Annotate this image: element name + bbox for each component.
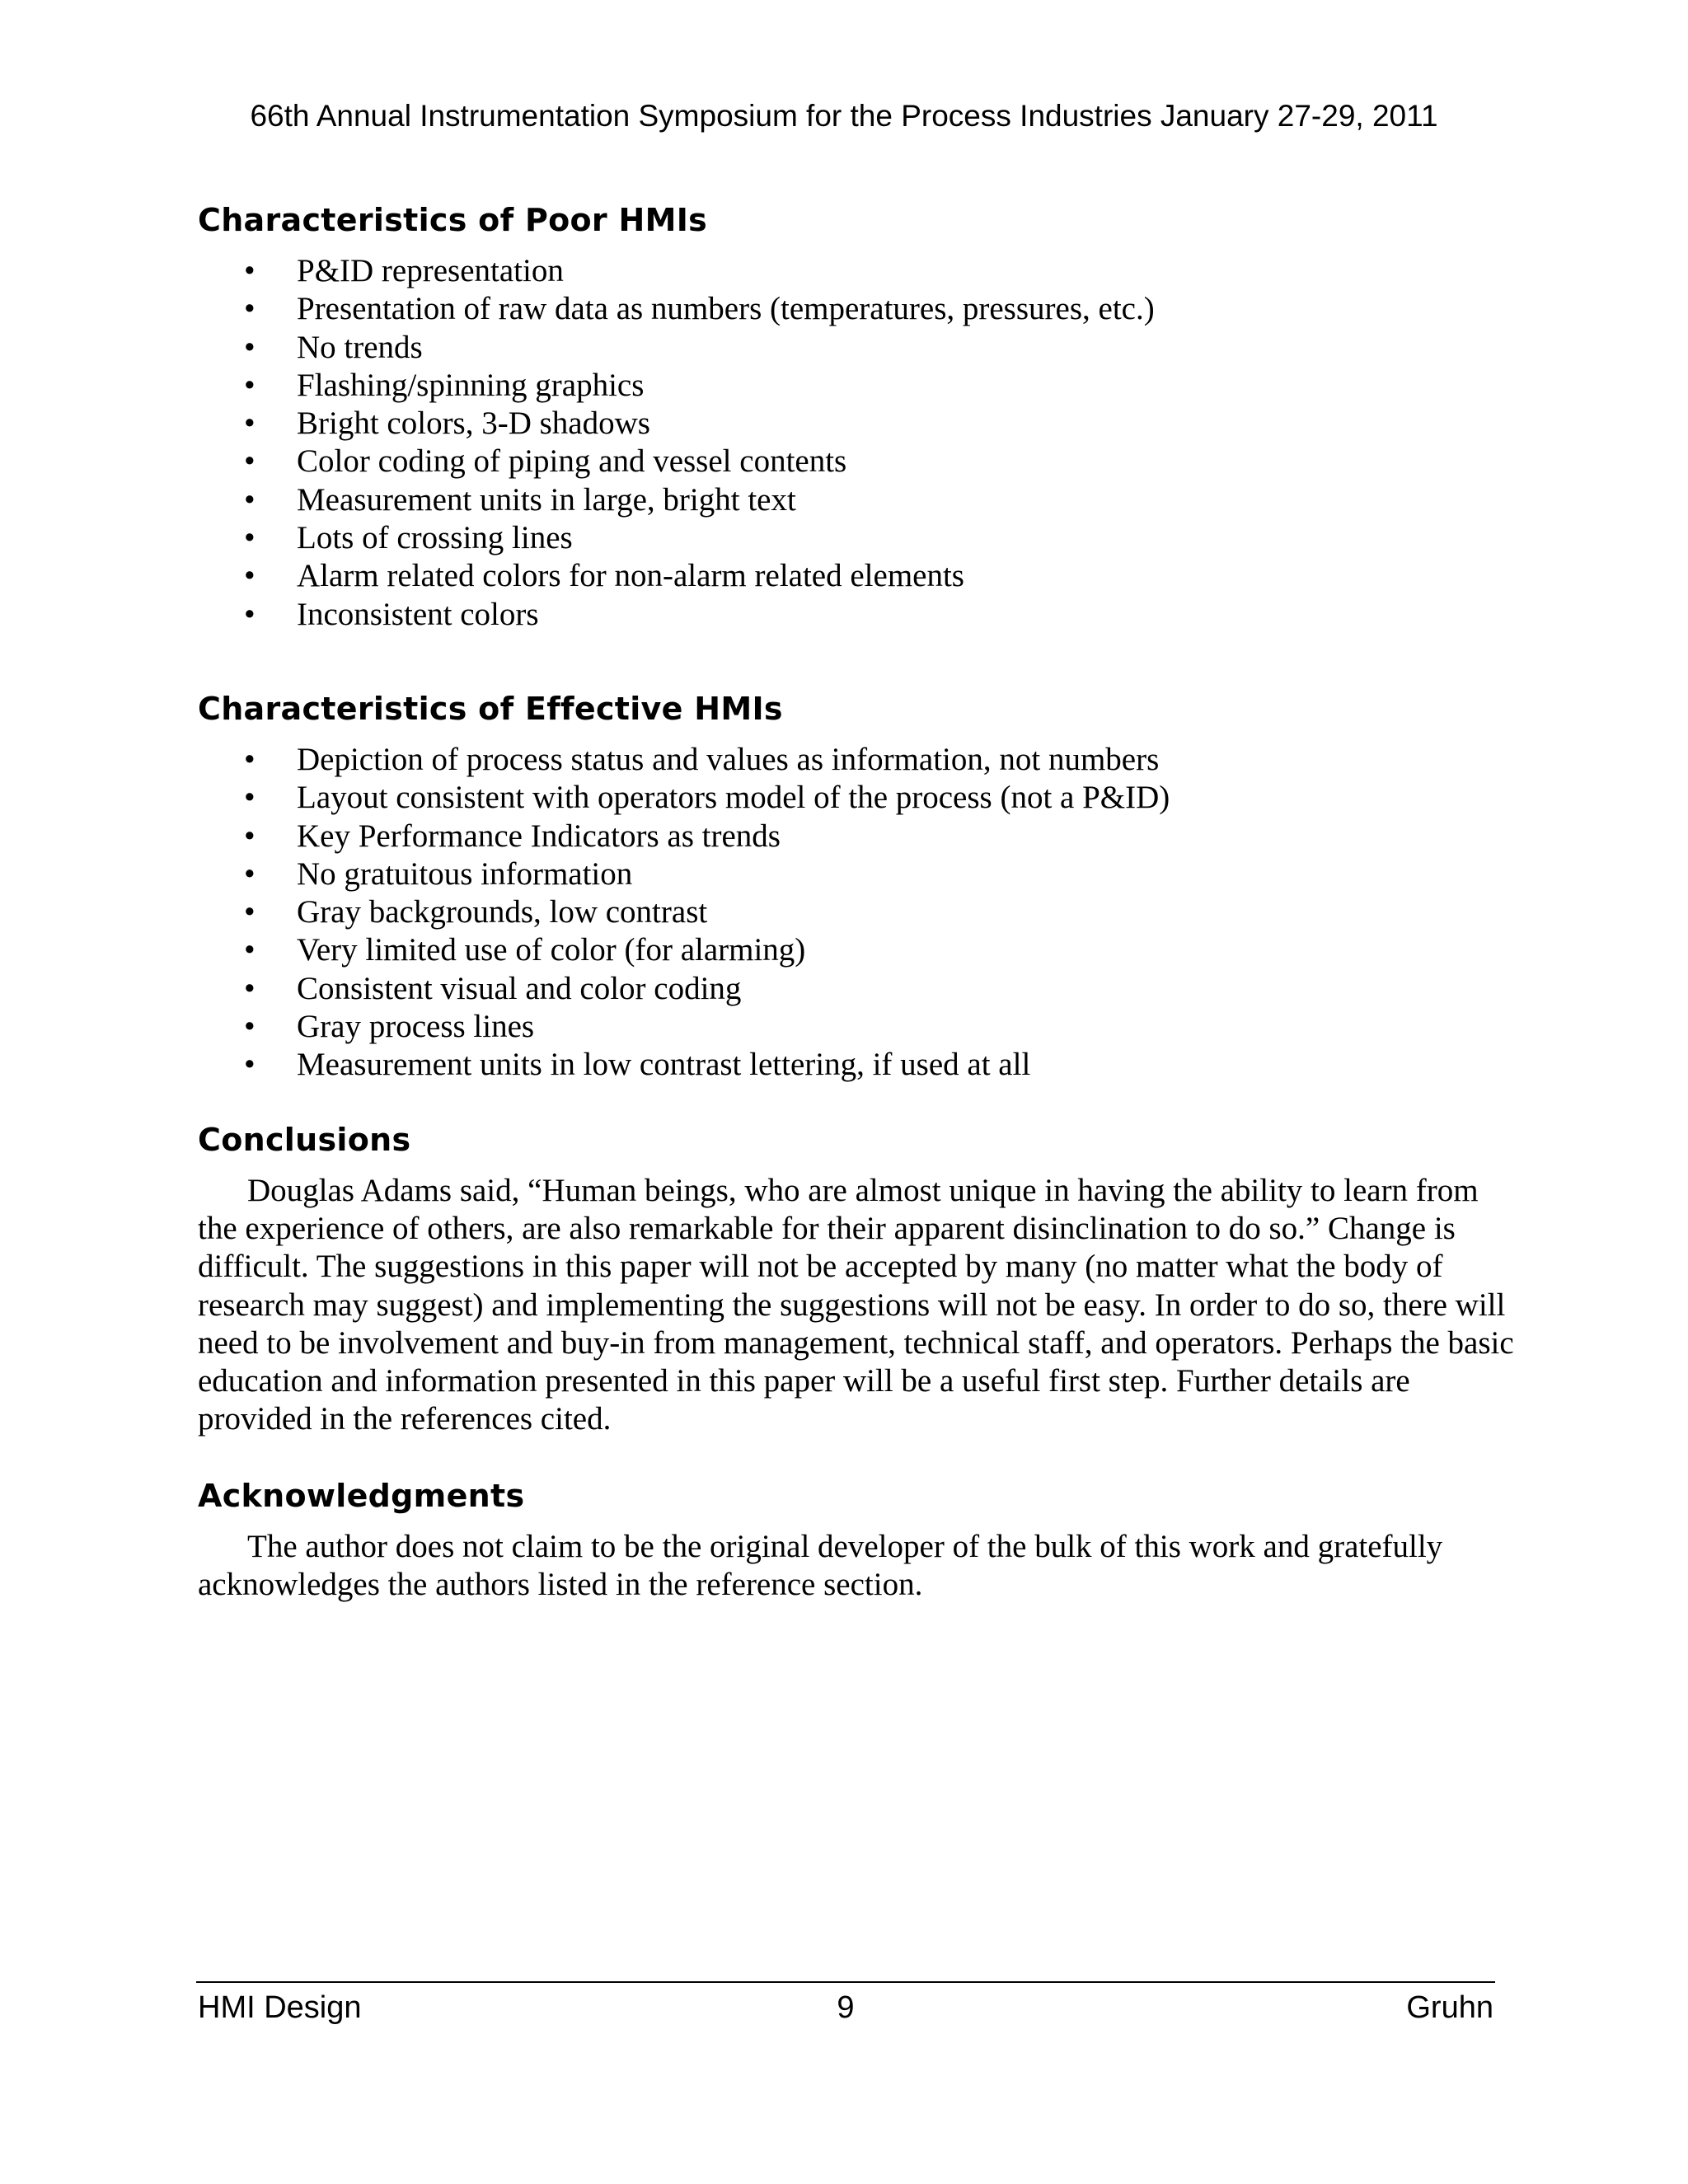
bullet-marker: •	[244, 520, 256, 556]
list-item-text: Color coding of piping and vessel contents	[297, 443, 847, 480]
list-item	[198, 970, 1517, 1008]
bullet-marker: •	[244, 1009, 256, 1045]
list-item	[198, 481, 1517, 519]
bullet-marker: •	[244, 253, 256, 288]
bullet-marker: •	[244, 481, 256, 518]
bullet-marker: •	[244, 818, 256, 854]
section-poor-hmis	[198, 198, 1517, 634]
bullet-list	[198, 252, 1517, 634]
list-item	[198, 931, 1517, 969]
list-item-text: Measurement units in large, bright text	[297, 481, 796, 518]
footer-rule	[196, 1981, 1495, 1983]
acknowledgments-paragraph: The author does not claim to be the original developer of the bulk of this work and gratefully acknowledges the authors listed in the reference section.	[198, 1528, 1443, 1603]
list-item	[198, 741, 1517, 779]
footer-title: HMI Design	[198, 1990, 362, 2025]
section-acknowledgments	[198, 1474, 1517, 1605]
bullet-marker: •	[244, 780, 256, 816]
running-header: 66th Annual Instrumentation Symposium for the Process Industries January 27-29, 2011	[250, 99, 1438, 133]
list-item-text: Layout consistent with operators model of the process (not a P&ID)	[297, 780, 1170, 816]
bullet-marker: •	[244, 367, 256, 403]
list-item	[198, 367, 1517, 405]
list-item-text: Presentation of raw data as numbers (temperatures, pressures, etc.)	[297, 291, 1155, 327]
list-item	[198, 855, 1517, 893]
page-footer	[198, 1988, 1493, 2027]
footer-author: Gruhn	[1406, 1990, 1493, 2025]
page-number: 9	[837, 1990, 855, 2025]
list-item	[198, 596, 1517, 634]
bullet-marker: •	[244, 558, 256, 594]
bullet-marker: •	[244, 741, 256, 777]
list-item	[198, 893, 1517, 931]
list-item-text: Key Performance Indicators as trends	[297, 818, 781, 854]
section-heading: Characteristics of Effective HMIs	[198, 690, 783, 727]
list-item-text: Consistent visual and color coding	[297, 970, 742, 1006]
section-heading: Characteristics of Poor HMIs	[198, 202, 708, 238]
page-content	[198, 198, 1517, 1604]
bullet-marker: •	[244, 932, 256, 968]
list-item	[198, 329, 1517, 367]
list-item	[198, 818, 1517, 855]
section-effective-hmis	[198, 687, 1517, 1085]
list-item-text: P&ID representation	[297, 253, 564, 288]
list-item	[198, 290, 1517, 328]
list-item	[198, 252, 1517, 290]
conclusions-paragraph: Douglas Adams said, “Human beings, who are almost unique in having the ability to learn from the experience of others, are also remarkable for their apparent disinclination to do so.” Change is difficult. The suggestions in this paper will not be accepted by many (no matter what the body of research may suggest) and implementing the suggestions will not be easy. In order to do so, there will need to be involvement and buy-in from management, technical staff, and operators. Perhaps the basic education and information presented in this paper will be a useful first step. Further details are provided in the references cited.	[198, 1172, 1514, 1437]
list-item-text: Lots of crossing lines	[297, 520, 573, 556]
bullet-marker: •	[244, 329, 256, 365]
list-item	[198, 1046, 1517, 1084]
list-item-text: Measurement units in low contrast lettering, if used at all	[297, 1047, 1031, 1083]
section-heading: Conclusions	[198, 1121, 411, 1158]
bullet-marker: •	[244, 405, 256, 442]
bullet-marker: •	[244, 855, 256, 892]
list-item	[198, 443, 1517, 480]
bullet-marker: •	[244, 291, 256, 327]
list-item	[198, 519, 1517, 557]
list-item-text: Gray backgrounds, low contrast	[297, 894, 708, 930]
section-heading: Acknowledgments	[198, 1477, 525, 1514]
bullet-marker: •	[244, 894, 256, 930]
list-item	[198, 779, 1517, 817]
bullet-marker: •	[244, 970, 256, 1006]
list-item-text: Very limited use of color (for alarming)	[297, 932, 806, 968]
list-item-text: Gray process lines	[297, 1009, 535, 1045]
list-item-text: No trends	[297, 329, 423, 365]
list-item	[198, 405, 1517, 443]
section-conclusions	[198, 1118, 1517, 1439]
bullet-marker: •	[244, 596, 256, 632]
list-item	[198, 557, 1517, 595]
list-item-text: Flashing/spinning graphics	[297, 367, 645, 403]
list-item-text: Alarm related colors for non-alarm related elements	[297, 558, 964, 594]
list-item-text: No gratuitous information	[297, 855, 633, 892]
list-item-text: Bright colors, 3-D shadows	[297, 405, 650, 442]
bullet-marker: •	[244, 443, 256, 480]
list-item	[198, 1008, 1517, 1046]
list-item-text: Inconsistent colors	[297, 596, 539, 632]
bullet-list	[198, 741, 1517, 1085]
list-item-text: Depiction of process status and values as information, not numbers	[297, 741, 1160, 777]
bullet-marker: •	[244, 1047, 256, 1083]
